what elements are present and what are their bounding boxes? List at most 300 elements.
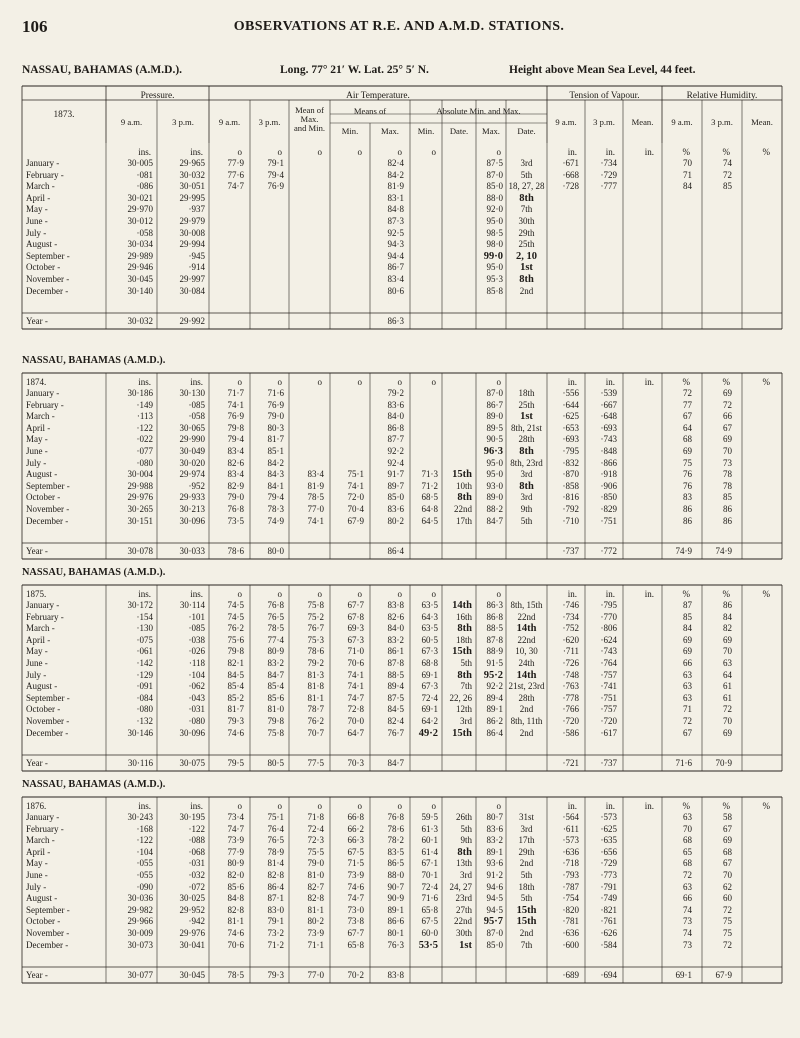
cell-value: 29·995	[179, 192, 205, 203]
cell-value: 83·2	[486, 835, 503, 846]
cell-value: 30·025	[179, 893, 205, 904]
month-label: March -	[26, 623, 55, 634]
cell-value: 89·1	[486, 704, 503, 715]
header-abs-min-date: Date.	[449, 126, 469, 136]
cell-value: 10, 30	[515, 646, 538, 657]
unit-label: ins.	[138, 589, 151, 599]
cell-value: ·648	[600, 411, 617, 422]
header-air-temperature: Air Temperature.	[346, 91, 410, 101]
cell-value: 71·0	[347, 646, 364, 657]
unit-label: o	[431, 589, 436, 599]
cell-value: 70	[723, 870, 732, 880]
cell-value: ·752	[562, 623, 579, 634]
cell-value: 24, 27	[449, 881, 472, 892]
cell-value: 92·4	[387, 457, 404, 468]
cell-value: 5th	[520, 870, 533, 880]
unit-label: ins.	[190, 377, 203, 387]
unit-label: in.	[644, 147, 654, 157]
running-title: OBSERVATIONS AT R.E. AND A.M.D. STATIONS.	[233, 19, 565, 34]
cell-value: 95·0	[486, 457, 503, 468]
month-label: July -	[26, 669, 47, 680]
month-label: January -	[26, 388, 60, 398]
cell-value: 8th, 15th	[510, 600, 543, 610]
cell-value: 76·5	[267, 611, 284, 622]
cell-value: ·770	[600, 611, 617, 622]
cell-value: ·055	[136, 870, 153, 880]
month-label: January -	[26, 812, 60, 822]
cell-value: 15th	[516, 904, 537, 916]
month-label: November -	[26, 504, 70, 514]
year-value: 80·0	[267, 546, 284, 556]
cell-value: 73·5	[227, 515, 244, 526]
cell-value: 7th	[460, 681, 472, 692]
cell-value: 76·3	[387, 939, 404, 950]
cell-value: 73	[683, 939, 692, 950]
month-label: August -	[26, 239, 58, 250]
month-label: July -	[26, 227, 47, 238]
cell-value: 29·933	[179, 492, 205, 503]
cell-value: 83·4	[227, 446, 244, 456]
cell-value: ·043	[188, 692, 205, 703]
cell-value: 74·9	[267, 515, 284, 526]
cell-value: 87·5	[486, 158, 503, 168]
cell-value: 78	[723, 469, 732, 480]
month-label: October -	[26, 704, 61, 715]
unit-label: o	[317, 801, 322, 811]
cell-value: 81·0	[307, 870, 324, 880]
cell-value: 65	[683, 846, 692, 857]
cell-value: 74·7	[227, 823, 244, 834]
cell-value: 70·6	[227, 939, 244, 950]
cell-value: 75·1	[347, 469, 364, 480]
header-pressure: Pressure.	[140, 91, 175, 101]
cell-value: 78·3	[267, 504, 284, 514]
cell-value: 72	[723, 399, 732, 410]
cell-value: 94·5	[486, 904, 503, 915]
cell-value: 29·966	[127, 916, 153, 927]
cell-value: 15th	[452, 469, 472, 481]
station-title: NASSAU, BAHAMAS (A.M.D.).	[22, 64, 183, 76]
year-value: 30·033	[179, 546, 205, 556]
cell-value: ·104	[136, 846, 153, 857]
cell-value: 71·6	[267, 388, 284, 398]
unit-label: o	[397, 147, 402, 157]
cell-value: 76·9	[267, 181, 284, 192]
unit-label: in.	[567, 801, 577, 811]
cell-value: 64	[723, 669, 732, 680]
cell-value: 29·965	[179, 158, 205, 168]
unit-label: %	[722, 589, 730, 599]
cell-value: 66	[683, 893, 692, 904]
unit-label: o	[431, 147, 436, 157]
year-value: ·721	[562, 758, 579, 768]
cell-value: ·729	[600, 858, 617, 869]
cell-value: 74·1	[347, 480, 364, 491]
cell-value: 71	[683, 169, 692, 180]
cell-value: 75	[723, 928, 732, 938]
cell-value: 69	[723, 388, 732, 398]
month-label: May -	[26, 204, 48, 215]
cell-value: 98·5	[486, 227, 503, 238]
month-label: June -	[26, 870, 48, 880]
unit-label: o	[237, 377, 242, 387]
cell-value: 72·4	[307, 823, 324, 834]
cell-value: 78·5	[307, 492, 324, 503]
cell-value: 18th	[455, 634, 472, 645]
cell-value: 67·3	[347, 634, 364, 645]
cell-value: 75·8	[267, 727, 284, 738]
cell-value: 77·4	[267, 634, 284, 645]
month-label: March -	[26, 411, 55, 422]
cell-value: 85·0	[387, 492, 404, 503]
cell-value: 82·4	[387, 716, 404, 726]
cell-value: ·806	[600, 623, 617, 634]
cell-value: 30·051	[179, 181, 205, 192]
cell-value: 72·8	[347, 704, 364, 715]
cell-value: 79·2	[387, 388, 404, 398]
cell-value: 74·7	[227, 181, 244, 192]
cell-value: 80·2	[387, 515, 404, 526]
cell-value: 83·2	[267, 658, 284, 668]
cell-value: 1st	[520, 411, 533, 423]
cell-value: 30·084	[179, 285, 205, 296]
unit-label: ins.	[138, 377, 151, 387]
unit-label: o	[357, 377, 362, 387]
header-abs-max-date: Date.	[517, 126, 536, 136]
month-label: May -	[26, 646, 48, 657]
cell-value: ·761	[600, 916, 617, 927]
cell-value: 70	[683, 823, 692, 834]
cell-value: 70·1	[421, 870, 438, 880]
cell-value: 49·2	[418, 727, 438, 739]
unit-label: in.	[644, 589, 654, 599]
header-means-max: Max.	[381, 126, 399, 136]
cell-value: 21st, 23rd	[508, 681, 545, 692]
header-temp-3pm: 3 p.m.	[258, 117, 281, 127]
month-label: May -	[26, 858, 48, 869]
cell-value: 86·8	[387, 422, 404, 433]
cell-value: 81·8	[307, 681, 324, 692]
cell-value: 95·7	[483, 916, 503, 928]
page-number: 106	[22, 17, 48, 36]
cell-value: 70·6	[347, 658, 364, 668]
cell-value: 86	[723, 515, 732, 526]
cell-value: 87·0	[486, 928, 503, 938]
cell-value: 29·976	[179, 928, 205, 938]
unit-label: o	[277, 801, 282, 811]
cell-value: ·942	[188, 916, 205, 927]
cell-value: 79·8	[267, 716, 284, 726]
cell-value: 71·8	[307, 812, 324, 822]
cell-value: ·068	[188, 846, 205, 857]
cell-value: 30·130	[179, 388, 205, 398]
cell-value: 72	[723, 904, 732, 915]
cell-value: ·644	[562, 399, 579, 410]
cell-value: 74	[683, 928, 692, 938]
cell-value: 82·9	[227, 480, 244, 491]
cell-value: 30·032	[179, 169, 205, 180]
cell-value: 29·970	[127, 204, 153, 215]
year-label: Year -	[26, 970, 48, 980]
unit-label: o	[397, 801, 402, 811]
cell-value: ·766	[562, 704, 579, 715]
cell-value: 30·186	[127, 388, 153, 398]
cell-value: 73·0	[347, 904, 364, 915]
cell-value: 80·3	[267, 422, 284, 433]
cell-value: 2, 10	[516, 250, 537, 262]
year-value: 79·5	[227, 758, 244, 768]
cell-value: 64·3	[421, 611, 438, 622]
cell-value: ·617	[600, 727, 617, 738]
year-value: 74·9	[715, 546, 732, 556]
year-label: Year -	[26, 546, 48, 556]
month-label: April -	[26, 422, 51, 433]
cell-value: ·693	[562, 434, 579, 445]
cell-value: 90·5	[486, 434, 503, 445]
cell-value: 86·3	[486, 600, 503, 610]
cell-value: 30·004	[127, 469, 153, 480]
cell-value: ·792	[562, 504, 579, 514]
cell-value: ·937	[188, 204, 205, 215]
cell-value: 63	[683, 681, 692, 692]
cell-value: 29th	[518, 846, 535, 857]
section-heading: NASSAU, BAHAMAS (A.M.D.).	[22, 567, 166, 578]
cell-value: 58	[723, 812, 732, 822]
cell-value: 78	[723, 480, 732, 491]
cell-value: ·113	[136, 411, 153, 422]
cell-value: 76·2	[227, 623, 244, 634]
cell-value: 61	[723, 681, 732, 692]
cell-value: 30·096	[179, 515, 205, 526]
cell-value: 30·045	[127, 274, 153, 284]
cell-value: 67	[723, 422, 732, 433]
cell-value: ·075	[136, 634, 153, 645]
cell-value: 70·4	[347, 504, 364, 514]
cell-value: 76·5	[267, 835, 284, 846]
unit-label: o	[431, 377, 436, 387]
cell-value: 74·1	[347, 681, 364, 692]
cell-value: 67·9	[347, 515, 364, 526]
month-label: December -	[26, 939, 69, 950]
cell-value: 76·9	[267, 399, 284, 410]
cell-value: 80·9	[267, 646, 284, 657]
cell-value: 77·0	[307, 504, 324, 514]
cell-value: 86	[723, 504, 732, 514]
cell-value: 29·988	[127, 480, 153, 491]
cell-value: ·129	[136, 669, 153, 680]
month-label: January -	[26, 158, 60, 168]
cell-value: 86	[723, 600, 732, 610]
month-label: November -	[26, 716, 70, 726]
unit-label: o	[397, 377, 402, 387]
cell-value: ·711	[562, 646, 579, 657]
month-label: December -	[26, 727, 69, 738]
cell-value: 5th	[520, 893, 533, 904]
cell-value: 15th	[452, 727, 472, 739]
cell-value: 63	[683, 881, 692, 892]
cell-value: 75·5	[307, 846, 324, 857]
cell-value: 63	[683, 812, 692, 822]
cell-value: 94·6	[486, 881, 503, 892]
cell-value: 64	[683, 422, 692, 433]
cell-value: 5th	[520, 515, 533, 526]
month-label: February -	[26, 823, 64, 834]
cell-value: 85·6	[227, 881, 244, 892]
month-label: September -	[26, 250, 70, 261]
cell-value: 10th	[455, 480, 472, 491]
cell-value: ·728	[562, 181, 579, 192]
cell-value: 84	[683, 623, 692, 634]
cell-value: ·573	[600, 812, 617, 822]
cell-value: 77·6	[227, 169, 244, 180]
cell-value: 64·2	[421, 716, 438, 726]
cell-value: 82·8	[267, 870, 284, 880]
cell-value: 3rd	[520, 158, 533, 168]
cell-value: 83·4	[387, 274, 404, 284]
cell-value: 87·8	[486, 634, 503, 645]
cell-value: 65·8	[421, 904, 438, 915]
year-value: ·694	[600, 970, 617, 980]
cell-value: 74·7	[347, 692, 364, 703]
month-label: June -	[26, 216, 48, 226]
cell-value: 71·5	[347, 858, 364, 869]
year-label: Year -	[26, 758, 48, 768]
cell-value: 63·5	[421, 600, 438, 610]
cell-value: ·084	[136, 692, 153, 703]
cell-value: 76·4	[267, 823, 284, 834]
cell-value: ·748	[562, 669, 579, 680]
cell-value: 84·2	[387, 169, 404, 180]
unit-label: %	[762, 589, 770, 599]
cell-value: ·611	[562, 823, 579, 834]
cell-value: ·848	[600, 446, 617, 456]
cell-value: 8th, 23rd	[510, 457, 543, 468]
cell-value: 95·0	[486, 216, 503, 226]
unit-label: o	[277, 589, 282, 599]
cell-value: 72·0	[347, 492, 364, 503]
cell-value: 31st	[518, 812, 534, 822]
unit-label: o	[317, 589, 322, 599]
cell-value: ·142	[136, 658, 153, 668]
cell-value: ·168	[136, 823, 153, 834]
cell-value: 30·021	[127, 192, 153, 203]
cell-value: 85·2	[227, 692, 244, 703]
cell-value: ·777	[600, 181, 617, 192]
month-label: February -	[26, 399, 64, 410]
section-year-label: 1875.	[26, 589, 47, 599]
cell-value: 66·3	[347, 835, 364, 846]
month-label: October -	[26, 262, 61, 273]
cell-value: ·586	[562, 727, 579, 738]
cell-value: 71·3	[421, 469, 438, 480]
cell-value: 69	[683, 446, 692, 456]
cell-value: 1st	[459, 939, 472, 951]
cell-value: ·130	[136, 623, 153, 634]
cell-value: 30·041	[179, 939, 205, 950]
cell-value: 82·7	[307, 881, 324, 892]
year-value: 78·6	[227, 546, 244, 556]
cell-value: 84·7	[267, 669, 284, 680]
cell-value: 86·6	[387, 916, 404, 927]
cell-value: 93·6	[486, 858, 503, 869]
unit-label: in.	[567, 589, 577, 599]
cell-value: 28th	[518, 692, 535, 703]
unit-label: %	[722, 147, 730, 157]
cell-value: 84·5	[227, 669, 244, 680]
cell-value: 92·2	[486, 681, 503, 692]
month-label: March -	[26, 181, 55, 192]
cell-value: 67	[723, 858, 732, 869]
cell-value: ·090	[136, 881, 153, 892]
cell-value: 28th	[518, 434, 535, 445]
cell-value: ·154	[136, 611, 153, 622]
cell-value: 74·7	[347, 893, 364, 904]
cell-value: 86	[683, 515, 692, 526]
cell-value: ·038	[188, 634, 205, 645]
unit-label: in.	[605, 801, 615, 811]
year-value: 86·3	[387, 316, 404, 326]
cell-value: ·749	[600, 893, 617, 904]
cell-value: 53·5	[418, 939, 438, 951]
cell-value: 83·6	[387, 504, 404, 514]
cell-value: 86·4	[486, 727, 503, 738]
cell-value: ·086	[136, 181, 153, 192]
cell-value: 63	[683, 692, 692, 703]
cell-value: ·751	[600, 515, 617, 526]
cell-value: 91·2	[486, 870, 503, 880]
unit-label: ins.	[138, 801, 151, 811]
year-value: 84·7	[387, 758, 404, 768]
header-absolute-min-max: Absolute Min. and Max.	[436, 106, 521, 116]
year-value: 70·3	[347, 758, 364, 768]
cell-value: 78·7	[307, 704, 324, 715]
cell-value: 67·5	[421, 916, 438, 927]
header-mean-of-max-min-2: Max.	[300, 114, 319, 124]
cell-value: ·816	[562, 492, 579, 503]
cell-value: 85·1	[267, 446, 284, 456]
cell-value: ·793	[562, 870, 579, 880]
cell-value: 73·4	[227, 812, 244, 822]
cell-value: 83·2	[387, 634, 404, 645]
cell-value: 14th	[452, 600, 472, 611]
cell-value: ·906	[600, 480, 617, 491]
cell-value: 72	[683, 388, 692, 398]
cell-value: 78·9	[267, 846, 284, 857]
cell-value: ·693	[600, 422, 617, 433]
cell-value: 69	[683, 646, 692, 657]
cell-value: 71·7	[227, 388, 244, 398]
cell-value: 79·4	[227, 434, 244, 445]
cell-value: 5th	[460, 658, 472, 668]
cell-value: 91·5	[486, 658, 503, 668]
cell-value: 90·9	[387, 893, 404, 904]
cell-value: 30·049	[179, 446, 205, 456]
cell-value: ·091	[136, 681, 153, 692]
unit-label: o	[237, 147, 242, 157]
cell-value: 83·4	[307, 469, 324, 480]
cell-value: ·072	[188, 881, 205, 892]
cell-value: 65·8	[347, 939, 364, 950]
cell-value: 67·1	[421, 858, 438, 869]
cell-value: 67·5	[347, 846, 364, 857]
cell-value: 30·114	[179, 600, 205, 610]
cell-value: 8th	[457, 623, 472, 635]
cell-value: ·773	[600, 870, 617, 880]
cell-value: 84	[723, 611, 732, 622]
cell-value: 82·6	[227, 457, 244, 468]
cell-value: 78·5	[267, 623, 284, 634]
unit-label: o	[237, 801, 242, 811]
